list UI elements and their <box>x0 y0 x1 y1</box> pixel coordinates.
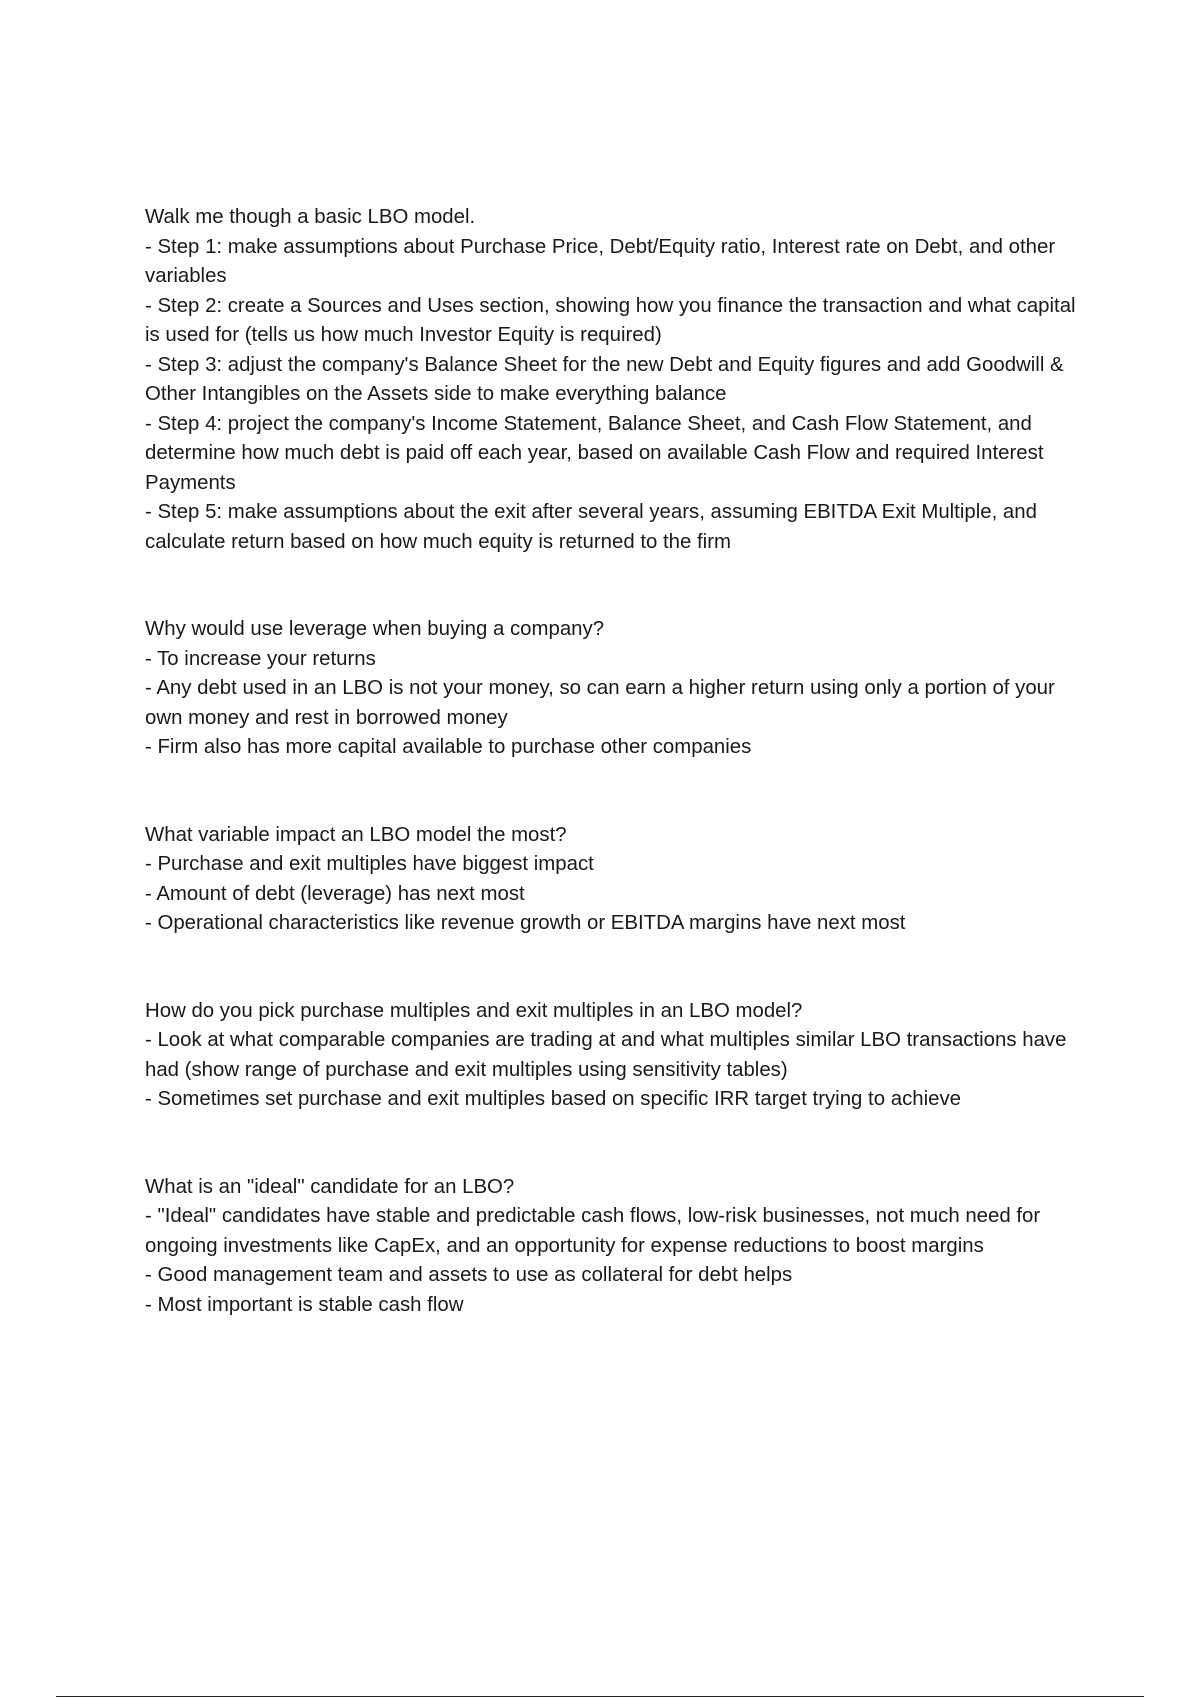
question-heading: Why would use leverage when buying a company? <box>145 618 605 640</box>
answer-line: - Step 4: project the company's Income Statement, Balance Sheet, and Cash Flow Statement, and determine how much debt is paid off each year, based on available Cash Flow and required Interest Payments <box>145 412 1044 494</box>
answer-line: - Step 3: adjust the company's Balance Sheet for the new Debt and Equity figures and add Goodwill & Other Intangibles on the Assets side to make everything balance <box>145 353 1064 405</box>
qa-section-lbo-model <box>145 203 1095 557</box>
answer-line: - Good management team and assets to use as collateral for debt helps <box>145 1264 793 1286</box>
qa-section-variables <box>145 821 1095 939</box>
answer-line: - Step 1: make assumptions about Purchase Price, Debt/Equity ratio, Interest rate on Debt, and other variables <box>145 235 1056 287</box>
qa-section-ideal-candidate <box>145 1173 1095 1321</box>
answer-line: - Any debt used in an LBO is not your money, so can earn a higher return using only a portion of your own money and rest in borrowed money <box>145 677 1055 729</box>
page-bottom-rule <box>56 1696 1144 1697</box>
question-heading: How do you pick purchase multiples and exit multiples in an LBO model? <box>145 999 803 1022</box>
qa-section-multiples <box>145 997 1095 1115</box>
question-heading: Walk me though a basic LBO model. <box>145 206 476 228</box>
question-heading: What variable impact an LBO model the most? <box>145 823 567 846</box>
answer-line: - Firm also has more capital available to purchase other companies <box>145 736 752 758</box>
answer-line: - Sometimes set purchase and exit multiples based on specific IRR target trying to achieve <box>145 1088 962 1110</box>
document-body <box>145 203 1095 1378</box>
answer-line: - Step 5: make assumptions about the exit after several years, assuming EBITDA Exit Multiple, and calculate return based on how much equity is returned to the firm <box>145 501 1037 553</box>
answer-line: - Step 2: create a Sources and Uses section, showing how you finance the transaction and what capital is used for (tells us how much Investor Equity is required) <box>145 294 1076 346</box>
answer-line: - Purchase and exit multiples have biggest impact <box>145 853 594 875</box>
answer-line: - "Ideal" candidates have stable and predictable cash flows, low-risk businesses, not much need for ongoing investments like CapEx, and an opportunity for expense reductions to boost margins <box>145 1205 1041 1257</box>
answer-line: - Look at what comparable companies are trading at and what multiples similar LBO transactions have had (show range of purchase and exit multiples using sensitivity tables) <box>145 1029 1067 1081</box>
answer-line: - To increase your returns <box>145 647 376 670</box>
question-heading: What is an "ideal" candidate for an LBO? <box>145 1175 515 1198</box>
qa-section-leverage <box>145 615 1095 763</box>
answer-line: - Operational characteristics like revenue growth or EBITDA margins have next most <box>145 912 906 934</box>
answer-line: - Most important is stable cash flow <box>145 1293 464 1316</box>
answer-line: - Amount of debt (leverage) has next most <box>145 882 525 905</box>
